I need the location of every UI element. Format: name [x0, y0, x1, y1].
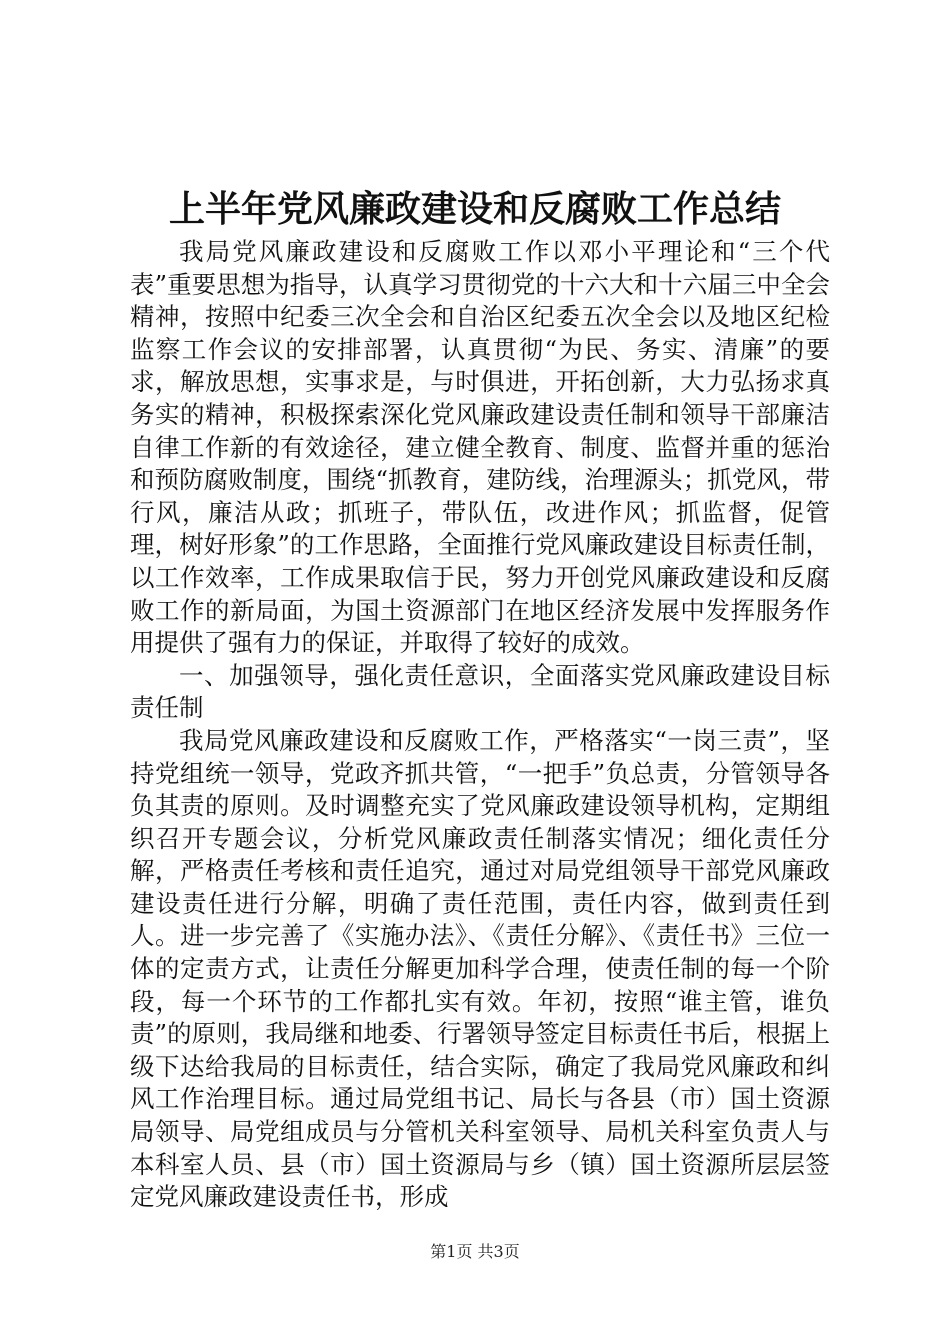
page-number-footer: 第1页 共3页 [430, 1242, 520, 1261]
paragraph-section-1: 我局党风廉政建设和反腐败工作，严格落实“一岗三责”，坚持党组统一领导，党政齐抓共管，“一把手”负总责，分管领导各负其责的原则。及时调整充实了党风廉政建设领导机构，定期组织召开专题会议，分析党风廉政责任制落实情况；细化责任分解，严格责任考核和责任追究，通过对局党组领导干部党风廉政建设责任进行分解，明确了责任范围，责任内容，做到责任到人。进一步完善了《实施办法》、《责任分解》、《责任书》三位一体的定责方式，让责任分解更加科学合理，使责任制的每一个阶段，每一个环节的工作都扎实有效。年初，按照“谁主管，谁负责”的原则，我局继和地委、行署领导签定目标责任书后，根据上级下达给我局的目标责任，结合实际，确定了我局党风廉政和纠风工作治理目标。通过局党组书记、局长与各县（市）国土资源局领导、局党组成员与分管机关科室领导、局机关科室负责人与本科室人员、县（市）国土资源局与乡（镇）国土资源所层层签定党风廉政建设责任书，形成 [130, 725, 830, 1212]
document-title: 上半年党风廉政建设和反腐败工作总结 [168, 188, 781, 230]
paragraph-intro: 我局党风廉政建设和反腐败工作以邓小平理论和“三个代表”重要思想为指导，认真学习贯彻党的十六大和十六届三中全会精神，按照中纪委三次全会和自治区纪委五次全会以及地区纪检监察工作会议的安排部署，认真贯彻“为民、务实、清廉”的要求，解放思想，实事求是，与时俱进，开拓创新，大力弘扬求真务实的精神，积极探索深化党风廉政建设责任制和领导干部廉洁自律工作新的有效途径，建立健全教育、制度、监督并重的惩治和预防腐败制度，围绕“抓教育，建防线，治理源头；抓党风，带行风，廉洁从政；抓班子，带队伍，改进作风；抓监督，促管理，树好形象”的工作思路，全面推行党风廉政建设目标责任制，以工作效率，工作成果取信于民，努力开创党风廉政建设和反腐败工作的新局面，为国土资源部门在地区经济发展中发挥服务作用提供了强有力的保证，并取得了较好的成效。 [130, 237, 830, 658]
section-heading-1: 一、加强领导，强化责任意识，全面落实党风廉政建设目标责任制 [130, 660, 830, 723]
document-body [130, 236, 830, 1214]
